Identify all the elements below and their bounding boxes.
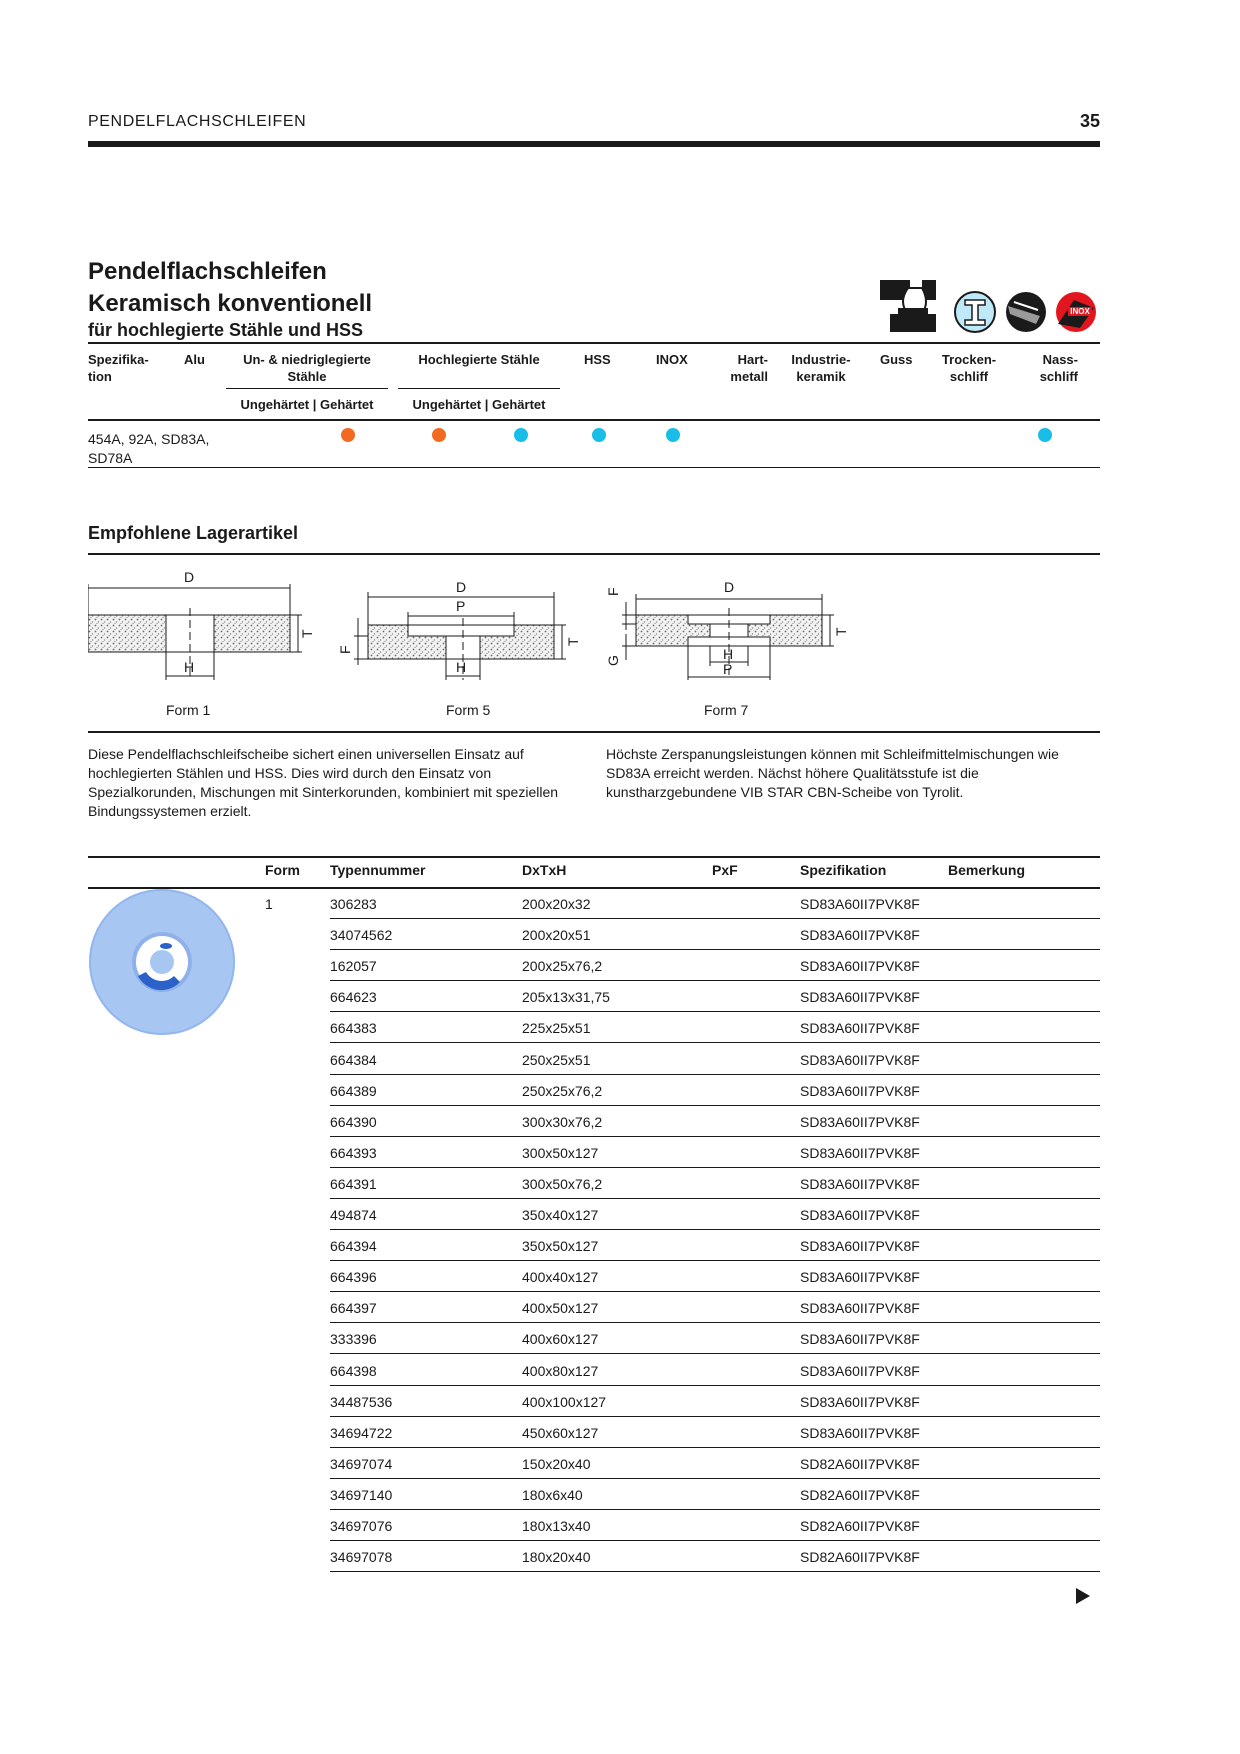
column-header-dxtxh: DxTxH: [522, 862, 567, 878]
description-left: Diese Pendelflachschleifscheibe sichert einen universellen Einsatz auf hochlegierten Stählen und HSS. Dies wird durch den Einsatz von Spezialkorunden, Mischungen mit Sinterkorunden, kombiniert mit speziellen Bindungssystemen erzielt.: [88, 746, 559, 819]
form-7-label-p: P: [723, 661, 733, 677]
form-7-label-f: F: [605, 587, 621, 596]
matrix-header-rule: [88, 419, 1100, 421]
table-cell-type-number: 664384: [330, 1051, 377, 1068]
matrix-header-spec: [88, 351, 149, 385]
matrix-header-spec-line-1: Spezifika-: [88, 352, 149, 367]
matrix-header-ceramic-line-2: keramik: [796, 369, 846, 384]
matrix-subrule-low-alloy: [226, 388, 388, 389]
running-title: PENDELFLACHSCHLEIFEN: [88, 113, 307, 130]
table-cell-dxtxh: 150x20x40: [522, 1455, 591, 1472]
table-top-rule: [88, 856, 1100, 858]
table-cell-dxtxh: 450x60x127: [522, 1424, 599, 1441]
form-label-7: Form 7: [704, 702, 749, 718]
matrix-header-hard-metal: [728, 351, 768, 385]
table-row-rule: [330, 1416, 1100, 1417]
next-page-arrow-icon[interactable]: [1076, 1588, 1090, 1604]
table-cell-dxtxh: 400x60x127: [522, 1331, 599, 1348]
table-cell-type-number: 664390: [330, 1113, 377, 1130]
matrix-spec-value: [88, 430, 248, 468]
table-row-rule: [330, 918, 1100, 919]
form-5-label-t: T: [565, 637, 581, 646]
table-row-rule: [330, 1074, 1100, 1075]
stock-heading-rule: [88, 553, 1100, 555]
matrix-header-wet: [1026, 351, 1078, 385]
form-1-label-h: H: [184, 659, 195, 675]
page-subtitle: für hochlegierte Stähle und HSS: [88, 320, 364, 340]
matrix-header-low-alloy: [226, 351, 388, 385]
matrix-header-dry: [936, 351, 1002, 385]
hss-tool-icon: [1006, 292, 1046, 332]
matrix-header-spec-line-2: tion: [88, 369, 112, 384]
matrix-subheader-high-alloy: Ungehärtet | Gehärtet: [412, 397, 546, 412]
table-cell-dxtxh: 225x25x51: [522, 1020, 591, 1037]
table-cell-specification: SD83A60II7PVK8F: [800, 958, 920, 975]
table-cell-type-number: 664398: [330, 1362, 377, 1379]
table-cell-specification: SD83A60II7PVK8F: [800, 1082, 920, 1099]
matrix-header-high-alloy: Hochlegierte Stähle: [418, 352, 540, 367]
form-1-label-d: D: [184, 570, 195, 585]
column-header-type-number: Typennummer: [330, 862, 426, 878]
table-cell-dxtxh: 200x20x51: [522, 927, 591, 944]
page-number: 35: [1079, 111, 1100, 131]
table-row-rule: [330, 1478, 1100, 1479]
table-row-rule: [330, 1229, 1100, 1230]
table-row-rule: [330, 1011, 1100, 1012]
grinding-wheel-image: [88, 888, 236, 1036]
description-right: Höchste Zerspanungsleistungen können mit Schleifmittelmischungen wie SD83A erreicht werden. Nächst höhere Qualitätsstufe ist die kunstharzgebundene VIB STAR CBN-Scheibe von Tyrolit.: [606, 746, 1059, 800]
table-cell-type-number: 34074562: [330, 927, 393, 944]
matrix-header-low-alloy-line-1: Un- & niedriglegierte: [243, 352, 371, 367]
matrix-header-alu: Alu: [184, 352, 205, 367]
suitability-dot-high-alloy-hardened: [514, 428, 528, 442]
grinding-icon: [880, 280, 936, 332]
matrix-header-inox: INOX: [656, 352, 688, 367]
table-cell-specification: SD83A60II7PVK8F: [800, 1207, 920, 1223]
table-row-rule: [330, 1198, 1100, 1199]
column-header-remark: Bemerkung: [948, 862, 1026, 878]
header-rule: [88, 141, 1100, 147]
table-cell-specification: SD83A60II7PVK8F: [800, 1393, 920, 1410]
table-cell-type-number: 664397: [330, 1300, 377, 1317]
table-row-rule: [330, 1291, 1100, 1292]
table-cell-dxtxh: 400x50x127: [522, 1300, 599, 1317]
suitability-dot-low-alloy-hardened: [341, 428, 355, 442]
table-cell-type-number: 34697078: [330, 1549, 393, 1566]
table-cell-type-number: 34694722: [330, 1424, 393, 1441]
table-header-rule: [88, 887, 1100, 889]
table-cell-dxtxh: 300x50x76,2: [522, 1175, 603, 1192]
table-cell-dxtxh: 250x25x51: [522, 1051, 591, 1068]
table-row-rule: [330, 1571, 1100, 1572]
table-cell-type-number: 664394: [330, 1238, 377, 1255]
table-cell-dxtxh: 250x25x76,2: [522, 1082, 603, 1099]
suitability-dot-hss: [592, 428, 606, 442]
matrix-spec-value-line-1: 454A, 92A, SD83A,: [88, 431, 210, 447]
table-cell-type-number: 162057: [330, 958, 377, 975]
form-5-label-p: P: [456, 598, 466, 614]
page-title-line-2: Keramisch konventionell: [88, 290, 373, 317]
table-cell-type-number: 494874: [330, 1207, 377, 1223]
table-cell-dxtxh: 200x20x32: [522, 896, 591, 912]
suitability-dot-high-alloy-unhardened: [432, 428, 446, 442]
matrix-subheader-low-alloy: Ungehärtet | Gehärtet: [240, 397, 374, 412]
table-cell-dxtxh: 300x50x127: [522, 1144, 599, 1161]
table-cell-specification: SD83A60II7PVK8F: [800, 1331, 920, 1348]
matrix-header-hard-metal-line-1: Hart-: [737, 352, 768, 367]
table-cell-type-number: 664389: [330, 1082, 377, 1099]
table-cell-specification: SD83A60II7PVK8F: [800, 1424, 920, 1441]
table-cell-dxtxh: 400x80x127: [522, 1362, 599, 1379]
inox-icon: [1056, 292, 1096, 332]
matrix-top-rule: [88, 342, 1100, 344]
table-row-rule: [330, 1353, 1100, 1354]
form-1-diagram: [88, 584, 302, 680]
table-cell-type-number: 664393: [330, 1144, 377, 1161]
shape-diagrams: [88, 570, 868, 720]
table-cell-type-number: 306283: [330, 896, 377, 912]
table-cell-type-number: 34697074: [330, 1455, 393, 1472]
table-cell-specification: SD83A60II7PVK8F: [800, 1144, 920, 1161]
matrix-header-hard-metal-line-2: metall: [730, 369, 768, 384]
table-row-rule: [330, 1042, 1100, 1043]
table-cell-dxtxh: 200x25x76,2: [522, 958, 603, 975]
table-cell-type-number: 34697140: [330, 1486, 393, 1503]
table-cell-specification: SD83A60II7PVK8F: [800, 1362, 920, 1379]
matrix-header-ceramic: [786, 351, 856, 385]
steel-beam-icon: [955, 292, 995, 332]
table-cell-dxtxh: 180x6x40: [522, 1486, 583, 1503]
suitability-dot-wet-grinding: [1038, 428, 1052, 442]
matrix-header-dry-line-2: schliff: [949, 369, 989, 384]
table-form-value: 1: [265, 896, 273, 912]
form-label-1: Form 1: [166, 702, 211, 718]
table-row-rule: [330, 1447, 1100, 1448]
table-cell-type-number: 333396: [330, 1331, 377, 1348]
table-row-rule: [330, 1136, 1100, 1137]
matrix-subrule-high-alloy: [398, 388, 560, 389]
table-row-rule: [330, 1509, 1100, 1510]
table-cell-specification: SD83A60II7PVK8F: [800, 1300, 920, 1317]
column-header-specification: Spezifikation: [800, 862, 887, 878]
table-cell-dxtxh: 205x13x31,75: [522, 989, 610, 1006]
matrix-bottom-rule: [88, 467, 1100, 468]
table-row-rule: [330, 1260, 1100, 1261]
column-header-form: Form: [265, 862, 300, 878]
table-cell-specification: SD82A60II7PVK8F: [800, 1518, 920, 1534]
table-row-rule: [330, 949, 1100, 950]
form-7-label-t: T: [833, 627, 849, 636]
table-row-rule: [330, 1322, 1100, 1323]
matrix-header-wet-line-1: Nass-: [1042, 352, 1078, 367]
form-5-label-d: D: [456, 579, 467, 595]
diagram-bottom-rule: [88, 731, 1100, 733]
table-row-rule: [330, 1105, 1100, 1106]
table-row-rule: [330, 1385, 1100, 1386]
suitability-dot-inox: [666, 428, 680, 442]
table-cell-specification: SD83A60II7PVK8F: [800, 1175, 920, 1192]
table-cell-type-number: 664383: [330, 1020, 377, 1037]
table-row-rule: [330, 1540, 1100, 1541]
matrix-header-wet-line-2: schliff: [1039, 369, 1078, 384]
table-row-rule: [330, 1167, 1100, 1168]
table-cell-specification: SD83A60II7PVK8F: [800, 1269, 920, 1286]
table-cell-dxtxh: 400x40x127: [522, 1269, 599, 1286]
matrix-header-hss: HSS: [584, 352, 611, 367]
page-title: Pendelflachschleifen: [88, 258, 327, 285]
form-5-label-f: F: [337, 645, 353, 654]
table-cell-type-number: 664391: [330, 1175, 377, 1192]
table-cell-specification: SD83A60II7PVK8F: [800, 1238, 920, 1255]
table-cell-type-number: 34697076: [330, 1518, 393, 1534]
table-row-rule: [330, 980, 1100, 981]
matrix-header-low-alloy-line-2: Stähle: [287, 369, 327, 384]
table-cell-dxtxh: 180x13x40: [522, 1518, 591, 1534]
table-cell-specification: SD83A60II7PVK8F: [800, 1113, 920, 1130]
table-cell-type-number: 664396: [330, 1269, 377, 1286]
table-cell-dxtxh: 400x100x127: [522, 1393, 607, 1410]
table-cell-dxtxh: 180x20x40: [522, 1549, 591, 1566]
matrix-header-cast: Guss: [880, 352, 913, 367]
svg-text:INOX: INOX: [1070, 307, 1090, 316]
application-icons: [878, 280, 1100, 338]
table-cell-specification: SD83A60II7PVK8F: [800, 1020, 920, 1037]
table-cell-type-number: 34487536: [330, 1393, 393, 1410]
matrix-header-dry-line-1: Trocken-: [941, 352, 997, 367]
stock-heading: Empfohlene Lagerartikel: [88, 523, 299, 543]
form-label-5: Form 5: [446, 702, 491, 718]
matrix-header-ceramic-line-1: Industrie-: [791, 352, 851, 367]
form-5-label-h: H: [456, 659, 467, 675]
table-cell-specification: SD82A60II7PVK8F: [800, 1455, 920, 1472]
form-7-label-d: D: [724, 579, 735, 595]
table-cell-specification: SD83A60II7PVK8F: [800, 896, 920, 912]
column-header-pxf: PxF: [712, 862, 738, 878]
form-1-label-t: T: [299, 629, 315, 638]
matrix-spec-value-line-2: SD78A: [88, 450, 133, 466]
table-cell-dxtxh: 350x50x127: [522, 1238, 599, 1255]
table-cell-type-number: 664623: [330, 989, 377, 1006]
table-cell-specification: SD83A60II7PVK8F: [800, 927, 920, 944]
form-7-label-h: H: [723, 646, 734, 662]
table-cell-specification: SD82A60II7PVK8F: [800, 1549, 920, 1566]
table-cell-dxtxh: 350x40x127: [522, 1207, 599, 1223]
table-cell-specification: SD83A60II7PVK8F: [800, 1051, 920, 1068]
form-7-label-g: G: [605, 655, 621, 666]
table-cell-specification: SD83A60II7PVK8F: [800, 989, 920, 1006]
table-cell-specification: SD82A60II7PVK8F: [800, 1486, 920, 1503]
table-cell-dxtxh: 300x30x76,2: [522, 1113, 603, 1130]
